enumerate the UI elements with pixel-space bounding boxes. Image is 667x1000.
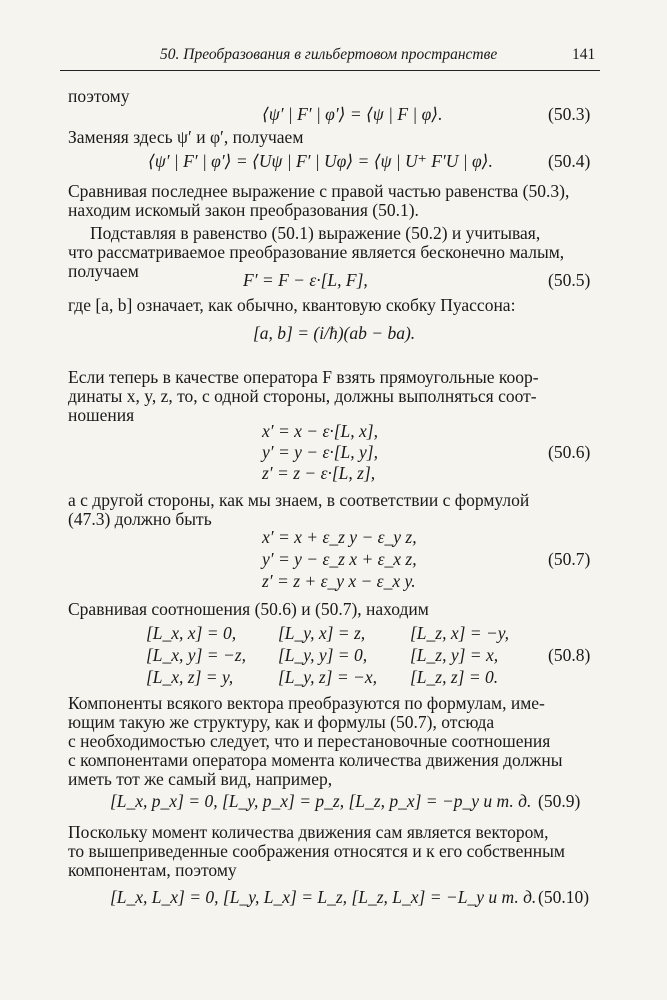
equation-50-6-line: z′ = z − ε·[L, z], (262, 463, 376, 483)
equation-50-7-line: z′ = z + ε_y x − ε_x y. (262, 571, 416, 591)
equation-number: (50.10) (538, 887, 590, 907)
paragraph-line: то вышеприведенные соображения относятся и к его собственным (68, 841, 565, 861)
equation-number: (50.4) (548, 151, 591, 171)
equation-50-7-line: y′ = y − ε_z x + ε_x z, (262, 549, 417, 569)
paragraph-line: с необходимостью следует, что и перестановочные соотношения (68, 731, 551, 751)
paragraph-line: (47.3) должно быть (68, 509, 212, 529)
paragraph-line: что рассматриваемое преобразование является бесконечно малым, (68, 242, 565, 262)
paragraph-line: Подставляя в равенство (50.1) выражение (50.2) и учитывая, (90, 223, 541, 243)
paragraph-line: иметь тот же самый вид, например, (68, 769, 333, 789)
equation-number: (50.3) (548, 104, 591, 124)
equation-50-7-line: x′ = x + ε_z y − ε_y z, (262, 527, 417, 547)
equation-50-5: F′ = F − ε·[L, F], (243, 270, 368, 290)
equation-50-8-cell: [L_y, z] = −x, (278, 667, 377, 687)
equation-50-3: ⟨ψ′ | F′ | φ′⟩ = ⟨ψ | F | φ⟩. (262, 104, 443, 124)
equation-50-8-cell: [L_z, y] = x, (410, 645, 499, 665)
paragraph-line: Поскольку момент количества движения сам является вектором, (68, 822, 549, 842)
equation-number: (50.9) (538, 791, 581, 811)
equation-50-8-cell: [L_x, y] = −z, (146, 645, 246, 665)
equation-50-8-cell: [L_x, x] = 0, (146, 623, 237, 643)
equation-number: (50.6) (548, 442, 591, 462)
page-number: 141 (572, 46, 596, 63)
paragraph-line: Компоненты всякого вектора преобразуются по формулам, име- (68, 693, 545, 713)
equation-50-6-line: x′ = x − ε·[L, x], (262, 421, 378, 441)
paragraph-line: динаты x, y, z, то, с одной стороны, должны выполняться соот- (68, 386, 537, 406)
equation-50-6-line: y′ = y − ε·[L, y], (262, 442, 378, 462)
paragraph-line: ношения (68, 405, 135, 425)
paragraph-line: где [a, b] означает, как обычно, квантовую скобку Пуассона: (68, 295, 516, 315)
equation-50-4: ⟨ψ′ | F′ | φ′⟩ = ⟨Uψ | F′ | Uφ⟩ = ⟨ψ | U⁺ F′U | φ⟩. (148, 151, 493, 171)
paragraph-line: Сравнивая соотношения (50.6) и (50.7), находим (68, 599, 429, 619)
equation-50-8-cell: [L_y, x] = z, (278, 623, 366, 643)
paragraph-line: а с другой стороны, как мы знаем, в соответствии с формулой (68, 490, 530, 510)
equation-50-10: [L_x, L_x] = 0, [L_y, L_x] = L_z, [L_z, L_x] = −L_y и т. д. (110, 887, 537, 907)
paragraph-line: Сравнивая последнее выражение с правой частью равенства (50.3), (68, 181, 570, 201)
running-title: 50. Преобразования в гильбертовом пространстве (160, 46, 498, 63)
paragraph-line: находим искомый закон преобразования (50.1). (68, 200, 419, 220)
paragraph-line: поэтому (68, 86, 130, 106)
equation-50-8-cell: [L_x, z] = y, (146, 667, 234, 687)
equation-number: (50.5) (548, 270, 591, 290)
paragraph-line: получаем (68, 261, 139, 281)
equation-50-8-cell: [L_z, x] = −y, (410, 623, 509, 643)
equation-number: (50.8) (548, 645, 591, 665)
header-rule (60, 70, 600, 71)
paragraph-line: компонентам, поэтому (68, 860, 237, 880)
equation-poisson-bracket: [a, b] = (i/ħ)(ab − ba). (253, 323, 416, 343)
equation-50-8-cell: [L_z, z] = 0. (410, 667, 499, 687)
equation-50-9: [L_x, p_x] = 0, [L_y, p_x] = p_z, [L_z, p_x] = −p_y и т. д. (110, 791, 532, 811)
paragraph-line: с компонентами оператора момента количества движения должны (68, 750, 563, 770)
equation-50-8-cell: [L_y, y] = 0, (278, 645, 368, 665)
paragraph-line: Заменяя здесь ψ′ и φ′, получаем (68, 127, 304, 147)
equation-number: (50.7) (548, 549, 591, 569)
paragraph-line: ющим такую же структуру, как и формулы (50.7), отсюда (68, 712, 495, 732)
paragraph-line: Если теперь в качестве оператора F взять прямоугольные коор- (68, 367, 539, 387)
